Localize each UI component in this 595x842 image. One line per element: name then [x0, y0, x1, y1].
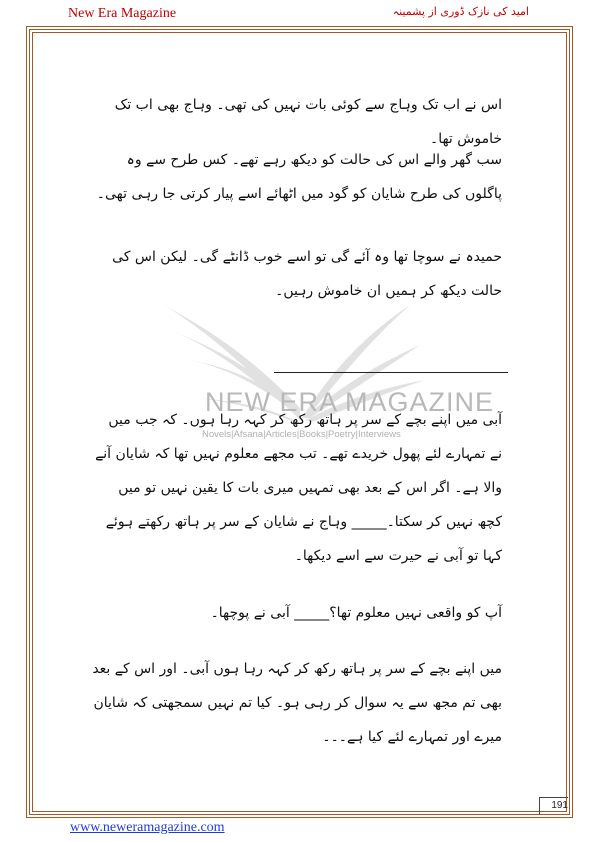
- paragraph-5: آپ کو واقعی نہیں معلوم تھا؟_____ آبی نے پوچھا۔: [210, 605, 502, 621]
- section-separator: [274, 372, 508, 373]
- story-title: امید کی نازک ڈوری از پشمینہ: [392, 5, 529, 18]
- paragraph-1: اس نے اب تک وہاج سے کوئی بات نہیں کی تھی۔ وہاج بھی اب تک خاموش تھا۔: [114, 97, 502, 147]
- watermark-title: NEW ERA MAGAZINE: [205, 387, 495, 417]
- magazine-name: New Era Magazine: [68, 6, 177, 21]
- paragraph-4: آبی میں اپنے بچے کے سر پر ہاتھ رکھ کر کہہ رہا ہوں۔ کہ جب میں نے تمہارے لئے پھول خریدے تھے۔ تب مجھے معلوم نہیں تھا کہ شایان آنے والا ہے۔ اگر اس کے بعد بھی تمہیں میری بات کا یقین نہیں تو میں کچھ نہیں کر سکتا۔_____ وہاج نے شایان کے سر پر ہاتھ رکھتے ہوئے کہا تو آبی نے حیرت سے اسے دیکھا۔: [95, 412, 502, 564]
- paragraph-3: حمیدہ نے سوچا تھا وہ آئے گی تو اسے خوب ڈانٹے گی۔ لیکن اس کی حالت دیکھ کر ہمیں ان خاموش رہیں۔: [112, 249, 502, 299]
- paragraph-2: سب گھر والے اس کی حالت کو دیکھ رہے تھے۔ کس طرح سے وہ پاگلوں کی طرح شایان کو گود میں اٹھائے اسے پیار کرتی جا رہی تھی۔: [96, 152, 502, 202]
- watermark-subtitle: Novels|Afsana|Articles|Books|Poetry|Interviews: [202, 429, 401, 440]
- page-number: 191: [539, 797, 568, 814]
- website-link[interactable]: www.neweramagazine.com: [70, 820, 225, 835]
- paragraph-6: میں اپنے بچے کے سر پر ہاتھ رکھ کر کہہ رہا ہوں آبی۔ اور اس کے بعد بھی تم مجھ سے یہ سوال کر رہی ہو۔ کیا تم نہیں سمجھتی کہ شایان میرے اور تمہارے لئے کیا ہے۔۔۔: [92, 661, 502, 745]
